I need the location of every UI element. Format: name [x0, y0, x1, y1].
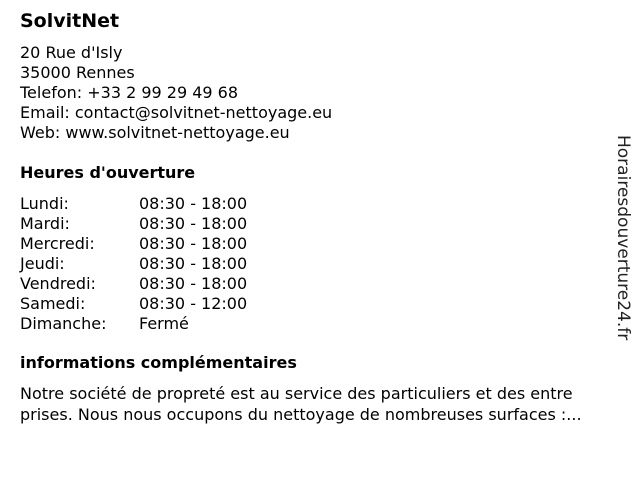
opening-hours-table	[20, 194, 247, 334]
hours-row	[20, 254, 247, 274]
site-watermark: Horairesdouverture24.fr	[613, 135, 633, 341]
day-label: Lundi:	[20, 194, 69, 213]
info-line: Notre société de propreté est au service des particuliers et des entre	[20, 384, 573, 403]
info-line: prises. Nous nous occupons du nettoyage de nombreuses surfaces :...	[20, 405, 582, 424]
day-hours: 08:30 - 18:00	[139, 194, 248, 213]
opening-hours-heading: Heures d'ouverture	[20, 163, 196, 182]
day-hours: 08:30 - 18:00	[139, 234, 248, 253]
day-label: Dimanche:	[20, 314, 107, 333]
day-label: Mardi:	[20, 214, 70, 233]
phone-number[interactable]: Telefon: +33 2 99 29 49 68	[20, 83, 239, 102]
hours-row	[20, 214, 247, 234]
day-hours: 08:30 - 18:00	[139, 254, 248, 273]
hours-row	[20, 234, 247, 254]
address-street: 20 Rue d'Isly	[20, 43, 123, 62]
day-hours: 08:30 - 12:00	[139, 294, 248, 313]
hours-row	[20, 314, 247, 334]
company-name: SolvitNet	[20, 10, 120, 32]
additional-info-heading: informations complémentaires	[20, 353, 297, 372]
day-hours: 08:30 - 18:00	[139, 214, 248, 233]
website-link[interactable]: Web: www.solvitnet-nettoyage.eu	[20, 123, 290, 142]
hours-row	[20, 194, 247, 214]
day-label: Samedi:	[20, 294, 86, 313]
hours-row	[20, 294, 247, 314]
day-hours: 08:30 - 18:00	[139, 274, 248, 293]
day-label: Jeudi:	[20, 254, 65, 273]
address-city: 35000 Rennes	[20, 63, 135, 82]
email-address[interactable]: Email: contact@solvitnet-nettoyage.eu	[20, 103, 333, 122]
hours-row	[20, 274, 247, 294]
day-hours: Fermé	[139, 314, 189, 333]
day-label: Vendredi:	[20, 274, 96, 293]
additional-info-text	[20, 383, 632, 425]
address-block	[20, 43, 332, 143]
day-label: Mercredi:	[20, 234, 95, 253]
